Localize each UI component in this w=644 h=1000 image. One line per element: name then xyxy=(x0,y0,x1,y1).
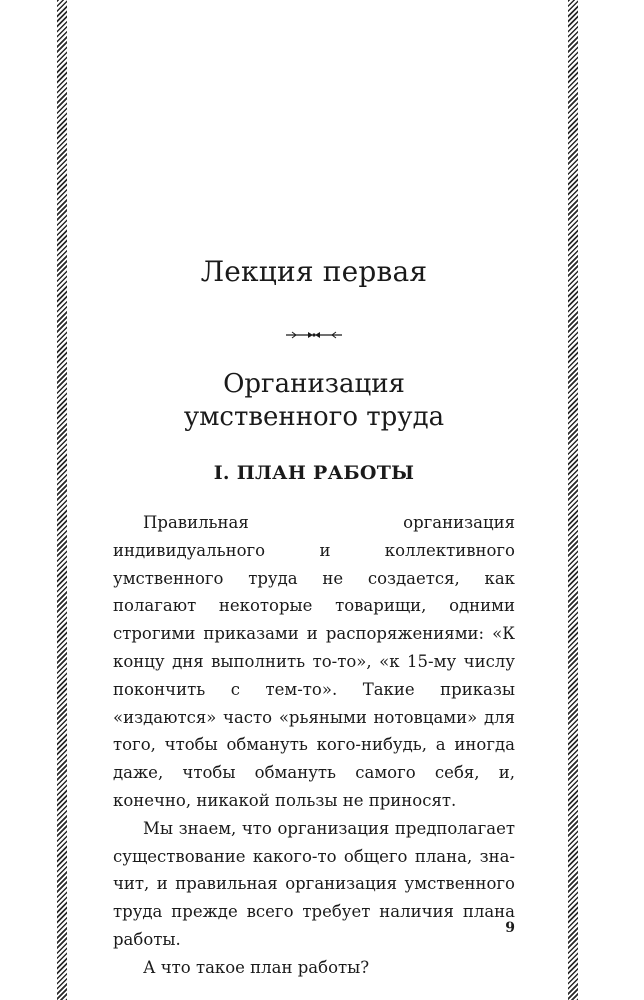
decorative-dingbat-icon xyxy=(284,328,344,342)
subsection-title: I. ПЛАН РАБОТЫ xyxy=(213,462,415,484)
paragraph: Правильная организация индивидуального и коллективного умственного труда не создается, как полагают некоторые товарищи, одними строгими приказами и распоряжениями: «К концу дня выполнить то-то», «к 15-му числу покончить с тем-то». Такие приказы «издаются» часто «рьяными нотовцами» для того, чтобы обмануть кого-нибудь, а иногда даже, чтобы обмануть самого себя, и, конечно, никакой пользы не приносят. xyxy=(113,513,515,810)
section-title xyxy=(113,368,515,434)
right-decorative-border xyxy=(568,0,578,1000)
paragraph: А что такое план работы? xyxy=(143,957,370,977)
chapter-title: Лекция первая xyxy=(200,255,428,288)
page-number: 9 xyxy=(505,920,515,936)
paragraph: Мы знаем, что организация предполагает существование какого-то общего плана, значит, и правильная организация умственного труда прежде всего требует наличия плана работы. xyxy=(113,818,515,949)
page-content xyxy=(113,0,515,1000)
section-title-line-2: умственного труда xyxy=(183,402,445,432)
body-text xyxy=(113,509,515,982)
section-title-line-1: Организация xyxy=(223,369,405,399)
left-decorative-border xyxy=(57,0,67,1000)
